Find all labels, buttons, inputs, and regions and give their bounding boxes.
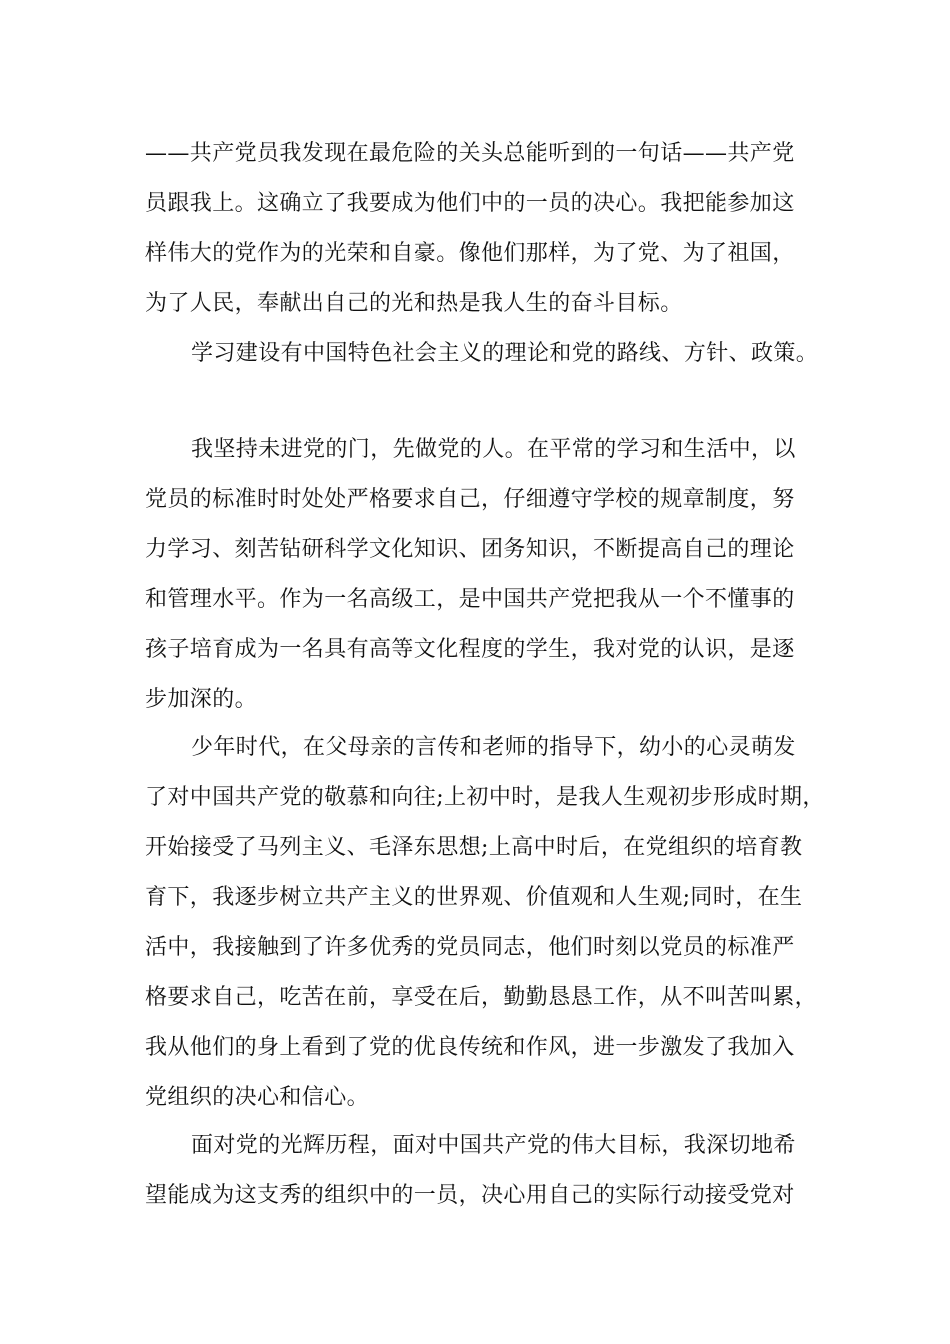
text-line: 我从他们的身上看到了党的优良传统和作风，进一步激发了我加入 — [145, 1035, 795, 1060]
text-line: 和管理水平。作为一名高级工，是中国共产党把我从一个不懂事的 — [145, 587, 795, 612]
text-line: 开始接受了马列主义、毛泽东思想;上高中时后，在党组织的培育教 — [145, 835, 803, 860]
text-line: 力学习、刻苦钻研科学文化知识、团务知识，不断提高自己的理论 — [145, 537, 795, 562]
text-line: 活中，我接触到了许多优秀的党员同志，他们时刻以党员的标准严 — [145, 935, 795, 960]
text-line: 育下，我逐步树立共产主义的世界观、价值观和人生观;同时，在生 — [145, 885, 803, 910]
text-line: 为了人民，奉献出自己的光和热是我人生的奋斗目标。 — [145, 291, 683, 316]
text-line: 孩子培育成为一名具有高等文化程度的学生，我对党的认识，是逐 — [145, 637, 795, 662]
text-line: 学习建设有中国特色社会主义的理论和党的路线、方针、政策。 — [191, 341, 819, 366]
text-line: 我坚持未进党的门，先做党的人。在平常的学习和生活中，以 — [191, 437, 796, 462]
paragraph-3 — [145, 425, 815, 725]
paragraph-2 — [145, 329, 819, 379]
text-line: 格要求自己，吃苦在前，享受在后，勤勤恳恳工作，从不叫苦叫累， — [145, 985, 818, 1010]
paragraph-4 — [145, 723, 825, 1123]
text-line: 面对党的光辉历程，面对中国共产党的伟大目标，我深切地希 — [191, 1133, 796, 1158]
text-line: ——共产党员我发现在最危险的关头总能听到的一句话——共产党 — [145, 141, 795, 166]
text-line: 了对中国共产党的敬慕和向往;上初中时，是我人生观初步形成时期， — [145, 785, 825, 810]
text-line: 步加深的。 — [145, 687, 258, 712]
text-line: 少年时代，在父母亲的言传和老师的指导下，幼小的心灵萌发 — [191, 735, 796, 760]
text-line: 党组织的决心和信心。 — [145, 1085, 370, 1110]
text-line: 党员的标准时时处处严格要求自己，仔细遵守学校的规章制度，努 — [145, 487, 795, 512]
text-line: 望能成为这支秀的组织中的一员，决心用自己的实际行动接受党对 — [145, 1183, 795, 1208]
text-line: 员跟我上。这确立了我要成为他们中的一员的决心。我把能参加这 — [145, 191, 795, 216]
text-line: 样伟大的党作为的光荣和自豪。像他们那样，为了党、为了祖国， — [145, 241, 795, 266]
paragraph-5 — [145, 1121, 815, 1221]
paragraph-1 — [145, 129, 815, 329]
